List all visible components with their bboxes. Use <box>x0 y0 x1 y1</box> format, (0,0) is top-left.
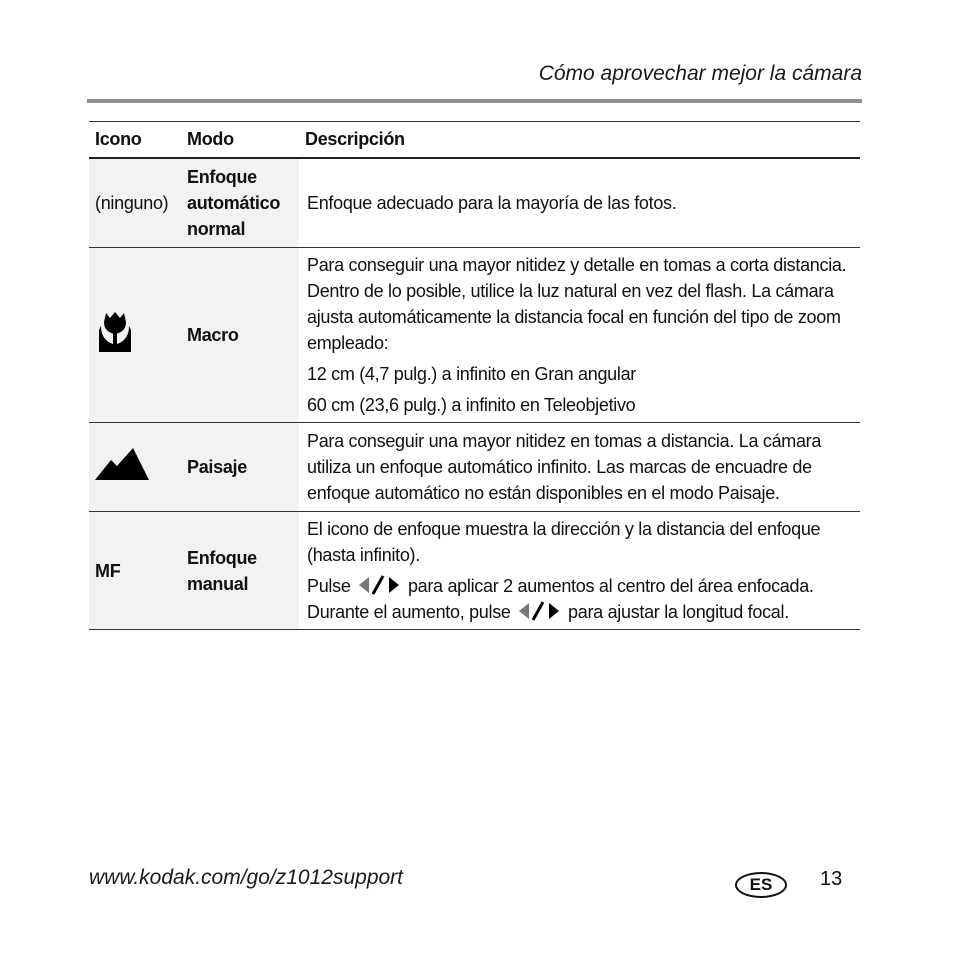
mode-cell: Macro <box>181 248 299 423</box>
description-text: Para conseguir una mayor nitidez y detalle en tomas a corta distancia. Dentro de lo posible, utilice la luz natural en vez del flash. La cámara ajusta automáticamente la distancia focal en función del tipo de zoom empleado: <box>307 255 847 353</box>
page-number: 13 <box>820 868 843 890</box>
focus-modes-table <box>89 121 860 630</box>
description-cell <box>299 512 860 630</box>
description-cell <box>299 423 860 512</box>
language-badge: ES <box>735 872 787 898</box>
description-range-tele: 60 cm (23,6 pulg.) a infinito en Teleobjetivo <box>307 395 636 415</box>
left-right-arrows-icon <box>517 601 561 621</box>
header-divider <box>87 99 862 103</box>
footer-support-url: www.kodak.com/go/z1012support <box>89 866 404 889</box>
description-text: Enfoque adecuado para la mayoría de las fotos. <box>307 193 677 213</box>
table-row <box>89 158 860 248</box>
table-row <box>89 248 860 423</box>
description-instructions <box>307 573 854 625</box>
description-range-wide: 12 cm (4,7 pulg.) a infinito en Gran angular <box>307 364 636 384</box>
column-header-mode: Modo <box>181 122 299 159</box>
icon-cell <box>89 248 181 423</box>
left-right-arrows-icon <box>357 575 401 595</box>
page-header-title: Cómo aprovechar mejor la cámara <box>538 62 862 85</box>
pulse-prefix: Pulse <box>307 576 351 596</box>
mode-cell: Enfoque automático normal <box>181 158 299 248</box>
during-suffix: para ajustar la longitud focal. <box>568 602 789 622</box>
table-header-row <box>89 122 860 159</box>
column-header-icon: Icono <box>89 122 181 159</box>
macro-tulip-icon <box>95 310 135 354</box>
description-text: Para conseguir una mayor nitidez en tomas a distancia. La cámara utiliza un enfoque automático infinito. Las marcas de encuadre de enfoque automático no están disponibles en el modo Paisaje. <box>307 431 822 503</box>
table-row <box>89 423 860 512</box>
description-cell <box>299 158 860 248</box>
icon-cell-mf: MF <box>89 512 181 630</box>
pulse-suffix: para aplicar 2 aumentos al centro del área enfocada. <box>407 576 814 596</box>
description-cell <box>299 248 860 423</box>
icon-cell <box>89 423 181 512</box>
description-text: El icono de enfoque muestra la dirección y la distancia del enfoque (hasta infinito). <box>307 519 821 565</box>
table-row <box>89 512 860 630</box>
during-prefix: Durante el aumento, pulse <box>307 602 511 622</box>
column-header-description: Descripción <box>299 122 860 159</box>
landscape-mountains-icon <box>95 446 151 482</box>
mode-cell: Enfoque manual <box>181 512 299 630</box>
mode-cell: Paisaje <box>181 423 299 512</box>
icon-cell-none: (ninguno) <box>89 158 181 248</box>
